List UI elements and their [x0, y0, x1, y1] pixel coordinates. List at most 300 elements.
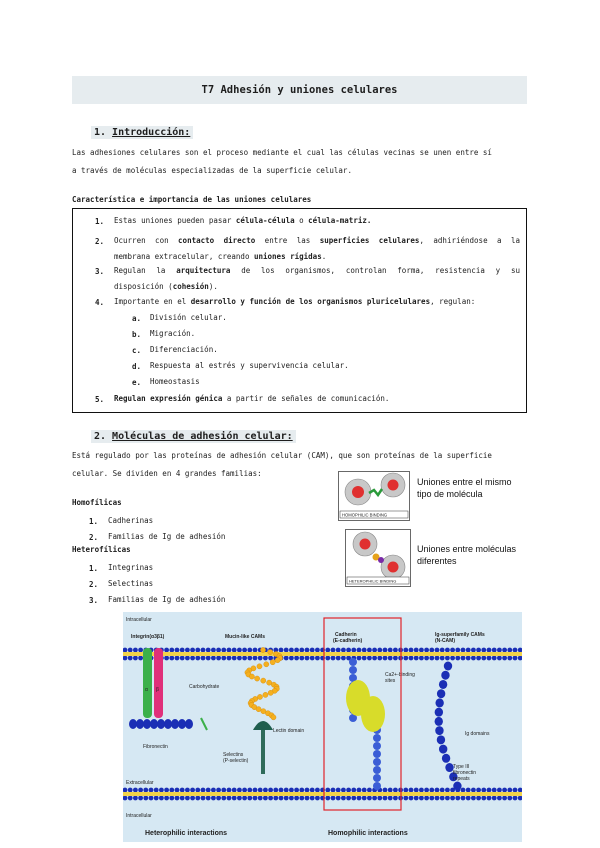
ncam-domain	[439, 680, 447, 689]
membrane-bead	[336, 656, 341, 661]
cadherin-ca-domain	[361, 696, 385, 732]
label-intracellular-bottom: Intracellular	[126, 813, 152, 819]
membrane-bead	[310, 648, 315, 653]
membrane-bead	[336, 788, 341, 793]
carbohydrate-bead	[260, 647, 265, 652]
membrane-bead	[414, 788, 419, 793]
section-1-number: 1.	[94, 127, 107, 138]
membrane-bead	[185, 788, 190, 793]
membrane-bead	[195, 788, 200, 793]
section-2-number: 2.	[94, 431, 107, 442]
s2-intro-line-2: celular. Se dividen en 4 grandes familias:	[72, 469, 262, 478]
membrane-bead	[128, 648, 133, 653]
membrane-bead	[273, 796, 278, 801]
membrane-bead	[450, 648, 455, 653]
membrane-bead	[325, 648, 330, 653]
membrane-bead	[331, 648, 336, 653]
cadherin-domain	[349, 658, 357, 666]
b: Regulan expresión génica	[114, 394, 223, 403]
membrane-bead	[164, 796, 169, 801]
membrane-bead	[419, 796, 424, 801]
item-1	[114, 213, 371, 228]
section-2-title: Moléculas de adhesión celular:	[112, 431, 293, 442]
ncam-domain	[435, 717, 443, 726]
membrane-bead	[367, 788, 372, 793]
membrane-bead	[175, 648, 180, 653]
membrane-bead	[414, 796, 419, 801]
membrane-bead	[435, 796, 440, 801]
fibronectin-bead	[136, 719, 144, 729]
label-carbohydrate: Carbohydrate	[189, 684, 220, 690]
item-4-number: 4.	[95, 298, 105, 307]
membrane-bead	[357, 656, 362, 661]
membrane-bead	[492, 656, 497, 661]
membrane-bead	[440, 648, 445, 653]
heterophilic-binding-label: HETEROPHILIC BINDING	[349, 578, 397, 584]
b: superficies celulares	[319, 236, 420, 245]
membrane-bead	[466, 796, 471, 801]
membrane-bead	[195, 796, 200, 801]
membrane-bead	[481, 796, 486, 801]
membrane-bead	[409, 656, 414, 661]
subitem-c: Diferenciación.	[150, 345, 218, 354]
membrane-bead	[216, 656, 221, 661]
membrane-bead	[492, 788, 497, 793]
membrane-bead	[367, 656, 372, 661]
hetero-caption-line-2: diferentes	[417, 556, 457, 566]
membrane-bead	[138, 648, 143, 653]
membrane-bead	[159, 788, 164, 793]
label-beta: β	[156, 687, 159, 693]
membrane-bead	[445, 796, 450, 801]
homophilic-binding-label: HOMOPHILIC BINDING	[342, 512, 388, 518]
membrane-bead	[351, 796, 356, 801]
membrane-bead	[305, 796, 310, 801]
membrane-bead	[507, 788, 512, 793]
membrane-bead	[476, 656, 481, 661]
membrane-bead	[253, 788, 258, 793]
membrane-bead	[242, 788, 247, 793]
ncam-domain	[442, 754, 450, 763]
label-igsf-1: Ig-superfamily CAMs	[435, 632, 485, 638]
membrane-bead	[154, 796, 159, 801]
membrane-bead	[331, 796, 336, 801]
membrane-bead	[362, 788, 367, 793]
membrane-bead	[263, 788, 268, 793]
label-alpha: α	[145, 687, 148, 693]
membrane-bead	[403, 788, 408, 793]
section-1-title: Introducción:	[112, 127, 191, 138]
fibronectin-bead	[129, 719, 137, 729]
fibronectin-bead	[150, 719, 158, 729]
membrane-bead	[294, 788, 299, 793]
membrane-bead	[429, 656, 434, 661]
membrane-bead	[310, 656, 315, 661]
membrane-bead	[232, 788, 237, 793]
fibronectin-bead	[143, 719, 151, 729]
membrane-bead	[377, 648, 382, 653]
membrane-bead	[346, 648, 351, 653]
membrane-bead	[471, 648, 476, 653]
membrane-bead	[435, 648, 440, 653]
label-lectin: Lectin domain	[273, 728, 305, 734]
label-intracellular-top: Intracellular	[126, 617, 152, 623]
ligand-b	[378, 557, 384, 563]
t: , regulan:	[430, 297, 476, 306]
membrane-bead	[487, 656, 492, 661]
carbohydrate-bead	[249, 674, 254, 679]
nucleus-left	[352, 486, 364, 498]
item-2-line-1	[114, 233, 520, 248]
item-1-text-b: o	[294, 216, 309, 225]
label-homophilic-interactions: Homophilic interactions	[328, 830, 408, 837]
item-2-number: 2.	[95, 237, 105, 246]
membrane-bead	[242, 796, 247, 801]
t: Importante en el	[114, 297, 191, 306]
membrane-bead	[450, 796, 455, 801]
t: Regulan la	[114, 266, 177, 275]
t: disposición (	[114, 282, 173, 291]
membrane-bead	[185, 648, 190, 653]
homophilic-caption	[417, 476, 512, 500]
membrane-bead	[149, 796, 154, 801]
membrane-bead	[351, 648, 356, 653]
membrane-bead	[466, 788, 471, 793]
membrane-bead	[237, 648, 242, 653]
membrane-bead	[138, 656, 143, 661]
label-ig-domains: Ig domains	[465, 731, 490, 737]
membrane-bead	[393, 648, 398, 653]
ncam-domain	[441, 671, 449, 680]
membrane-bead	[185, 796, 190, 801]
membrane-bead	[403, 796, 408, 801]
membrane-bead	[450, 656, 455, 661]
fibronectin-bead	[157, 719, 165, 729]
heterophilic-caption	[417, 543, 516, 567]
item-1-bold-a: célula-célula	[235, 216, 295, 225]
membrane-bead	[429, 648, 434, 653]
carbohydrate-bead	[270, 660, 275, 665]
membrane-bead	[299, 788, 304, 793]
membrane-bead	[424, 648, 429, 653]
membrane-bead	[357, 648, 362, 653]
membrane-bead	[336, 796, 341, 801]
membrane-bead	[507, 796, 512, 801]
membrane-bead	[211, 796, 216, 801]
membrane-bead	[133, 656, 138, 661]
cadherin-domain	[373, 742, 381, 750]
membrane-bead	[487, 648, 492, 653]
membrane-bead	[367, 796, 372, 801]
membrane-bead	[216, 788, 221, 793]
membrane-bead	[461, 796, 466, 801]
membrane-bead	[331, 656, 336, 661]
membrane-bead	[492, 648, 497, 653]
item-1-number: 1.	[95, 217, 105, 226]
membrane-bead	[341, 796, 346, 801]
membrane-bead	[341, 788, 346, 793]
membrane-bead	[414, 656, 419, 661]
membrane-bead	[424, 656, 429, 661]
carbohydrate-bead	[256, 707, 261, 712]
membrane-bead	[247, 796, 252, 801]
membrane-bead	[466, 648, 471, 653]
homo-caption-line-2: tipo de molécula	[417, 489, 483, 499]
ncam-domain	[435, 726, 443, 735]
carbohydrate-bead	[257, 664, 262, 669]
membrane-bead	[143, 796, 148, 801]
membrane-bead	[216, 796, 221, 801]
item-3-line-1	[114, 263, 520, 278]
item-3-line-2	[114, 279, 218, 294]
membrane-bead	[185, 656, 190, 661]
cam-diagram	[123, 612, 522, 842]
t: .	[321, 252, 327, 261]
membrane-bead	[305, 788, 310, 793]
membrane-bead	[331, 788, 336, 793]
b: arquitectura	[176, 266, 231, 275]
membrane-bead	[294, 796, 299, 801]
homo-2-number: 2.	[89, 533, 99, 542]
subitem-d: Respuesta al estrés y supervivencia celular.	[150, 361, 349, 370]
membrane-bead	[341, 648, 346, 653]
membrane-bead	[221, 648, 226, 653]
membrane-bead	[445, 788, 450, 793]
membrane-bead	[388, 656, 393, 661]
b: contacto directo	[178, 236, 256, 245]
membrane-bead	[429, 788, 434, 793]
membrane-bead	[497, 648, 502, 653]
hetero-2-number: 2.	[89, 580, 99, 589]
item-4	[114, 294, 475, 309]
carbohydrate-bead	[271, 715, 276, 720]
fibronectin-bead	[164, 719, 172, 729]
hetero-3-number: 3.	[89, 596, 99, 605]
membrane-bead	[258, 788, 263, 793]
membrane-bead	[169, 648, 174, 653]
membrane-bead	[180, 656, 185, 661]
membrane-bead	[169, 796, 174, 801]
t: , adhiriéndose a la	[419, 236, 521, 245]
membrane-bead	[227, 788, 232, 793]
membrane-bead	[362, 648, 367, 653]
membrane-bead	[513, 656, 518, 661]
subitem-e: Homeostasis	[150, 377, 200, 386]
membrane-bead	[445, 648, 450, 653]
membrane-bead	[133, 788, 138, 793]
membrane-bead	[294, 656, 299, 661]
membrane-bead	[325, 656, 330, 661]
membrane-bead	[154, 788, 159, 793]
membrane-bead	[227, 656, 232, 661]
membrane-bead	[393, 796, 398, 801]
membrane-bead	[476, 796, 481, 801]
membrane-bead	[221, 656, 226, 661]
membrane-bead	[346, 796, 351, 801]
membrane-bead	[367, 648, 372, 653]
membrane-bead	[325, 788, 330, 793]
membrane-bead	[476, 788, 481, 793]
membrane-bead	[383, 796, 388, 801]
membrane-bead	[310, 796, 315, 801]
membrane-bead	[419, 788, 424, 793]
cadherin-domain	[373, 782, 381, 790]
membrane-bead	[310, 788, 315, 793]
membrane-bead	[201, 788, 206, 793]
membrane-bead	[305, 648, 310, 653]
membrane-bead	[201, 656, 206, 661]
membrane-bead	[362, 656, 367, 661]
membrane-bead	[372, 796, 377, 801]
membrane-bead	[502, 796, 507, 801]
membrane-bead	[409, 796, 414, 801]
membrane-bead	[351, 788, 356, 793]
membrane-bead	[253, 656, 258, 661]
membrane-bead	[299, 796, 304, 801]
t: ).	[208, 282, 218, 291]
membrane-bead	[497, 656, 502, 661]
membrane-bead	[180, 648, 185, 653]
membrane-bead	[346, 788, 351, 793]
membrane-bead	[299, 656, 304, 661]
membrane-bead	[190, 648, 195, 653]
label-ca-binding-1: Ca2+-binding	[385, 672, 415, 678]
membrane-bead	[279, 788, 284, 793]
membrane-bead	[284, 648, 289, 653]
b: desarrollo y función de los organismos pluricelulares	[190, 297, 431, 306]
membrane-bead	[445, 656, 450, 661]
membrane-bead	[253, 648, 258, 653]
membrane-bead	[315, 648, 320, 653]
membrane-bead	[175, 788, 180, 793]
membrane-bead	[502, 648, 507, 653]
membrane-bead	[284, 788, 289, 793]
label-mucin: Mucin-like CAMs	[225, 634, 266, 640]
membrane-bead	[159, 796, 164, 801]
membrane-bead	[383, 648, 388, 653]
membrane-bead	[268, 796, 273, 801]
membrane-bead	[424, 788, 429, 793]
membrane-bead	[377, 656, 382, 661]
cadherin-domain	[373, 758, 381, 766]
membrane-bead	[232, 648, 237, 653]
ncam-domain	[444, 662, 452, 671]
membrane-bead	[299, 648, 304, 653]
membrane-bead	[471, 656, 476, 661]
t: membrana extracelular, creando	[114, 252, 254, 261]
label-cadherin-2: (E-cadherin)	[333, 638, 363, 644]
membrane-bead	[284, 796, 289, 801]
membrane-bead	[242, 648, 247, 653]
cadherin-domain	[373, 774, 381, 782]
membrane-bead	[435, 788, 440, 793]
membrane-bead	[388, 796, 393, 801]
membrane-bead	[507, 656, 512, 661]
membrane-bead	[216, 648, 221, 653]
label-type3-3: repeats	[453, 776, 470, 782]
membrane-bead	[190, 796, 195, 801]
nucleus-right	[388, 480, 399, 491]
membrane-bead	[377, 796, 382, 801]
membrane-bead	[487, 788, 492, 793]
carbohydrate-bead	[267, 680, 272, 685]
membrane-bead	[221, 796, 226, 801]
subitem-b-letter: b.	[132, 330, 142, 339]
membrane-bead	[258, 656, 263, 661]
membrane-bead	[289, 648, 294, 653]
fibronectin-bead	[178, 719, 186, 729]
membrane-bead	[284, 656, 289, 661]
intro-line-2: a través de moléculas especializadas de la superficie celular.	[72, 166, 352, 175]
membrane-bead	[393, 656, 398, 661]
membrane-bead	[435, 656, 440, 661]
heterophilic-label: Heterofílicas	[72, 545, 131, 554]
homo-caption-line-1: Uniones entre el mismo	[417, 477, 512, 487]
membrane-bead	[232, 796, 237, 801]
fibronectin-bead	[171, 719, 179, 729]
membrane-bead	[502, 656, 507, 661]
membrane-bead	[237, 788, 242, 793]
membrane-bead	[383, 788, 388, 793]
membrane-bead	[393, 788, 398, 793]
membrane-bead	[258, 796, 263, 801]
carbohydrate-bead	[263, 692, 268, 697]
membrane-bead	[414, 648, 419, 653]
membrane-bead	[279, 796, 284, 801]
membrane-bead	[419, 656, 424, 661]
carbohydrate-bead	[261, 678, 266, 683]
membrane-bead	[289, 656, 294, 661]
membrane-bead	[128, 796, 133, 801]
membrane-bead	[175, 796, 180, 801]
item-2-line-2	[114, 249, 326, 264]
membrane-bead	[237, 656, 242, 661]
membrane-bead	[201, 796, 206, 801]
membrane-bead	[211, 788, 216, 793]
heterophilic-binding-figure	[345, 529, 411, 587]
label-type3-2: fibronectin	[453, 770, 477, 776]
membrane-bead	[440, 796, 445, 801]
membrane-bead	[419, 648, 424, 653]
membrane-bead	[471, 788, 476, 793]
hetero-item-3: Familias de Ig de adhesión	[108, 595, 226, 604]
membrane-bead	[461, 648, 466, 653]
carbohydrate-bead	[268, 649, 273, 654]
membrane-bead	[247, 648, 252, 653]
membrane-bead	[206, 788, 211, 793]
membrane-bead	[133, 648, 138, 653]
s2-intro-line-1: Está regulado por las proteínas de adhesión celular (CAM), que son proteínas de la superficie	[72, 451, 492, 460]
label-igsf-2: (N-CAM)	[435, 638, 455, 644]
membrane-bead	[206, 796, 211, 801]
membrane-bead	[513, 788, 518, 793]
item-5-number: 5.	[95, 395, 105, 404]
label-selectin-2: (P-selectin)	[223, 758, 249, 764]
membrane-bead	[169, 656, 174, 661]
section-2-heading	[91, 431, 296, 442]
membrane-bead	[325, 796, 330, 801]
membrane-bead	[357, 796, 362, 801]
ncam-domain	[435, 708, 443, 717]
membrane-bead	[315, 788, 320, 793]
homophilic-binding-figure	[338, 471, 410, 521]
membrane-bead	[481, 656, 486, 661]
membrane-bead	[221, 788, 226, 793]
membrane-bead	[253, 796, 258, 801]
item-3-number: 3.	[95, 267, 105, 276]
membrane-bead	[149, 788, 154, 793]
membrane-bead	[133, 796, 138, 801]
